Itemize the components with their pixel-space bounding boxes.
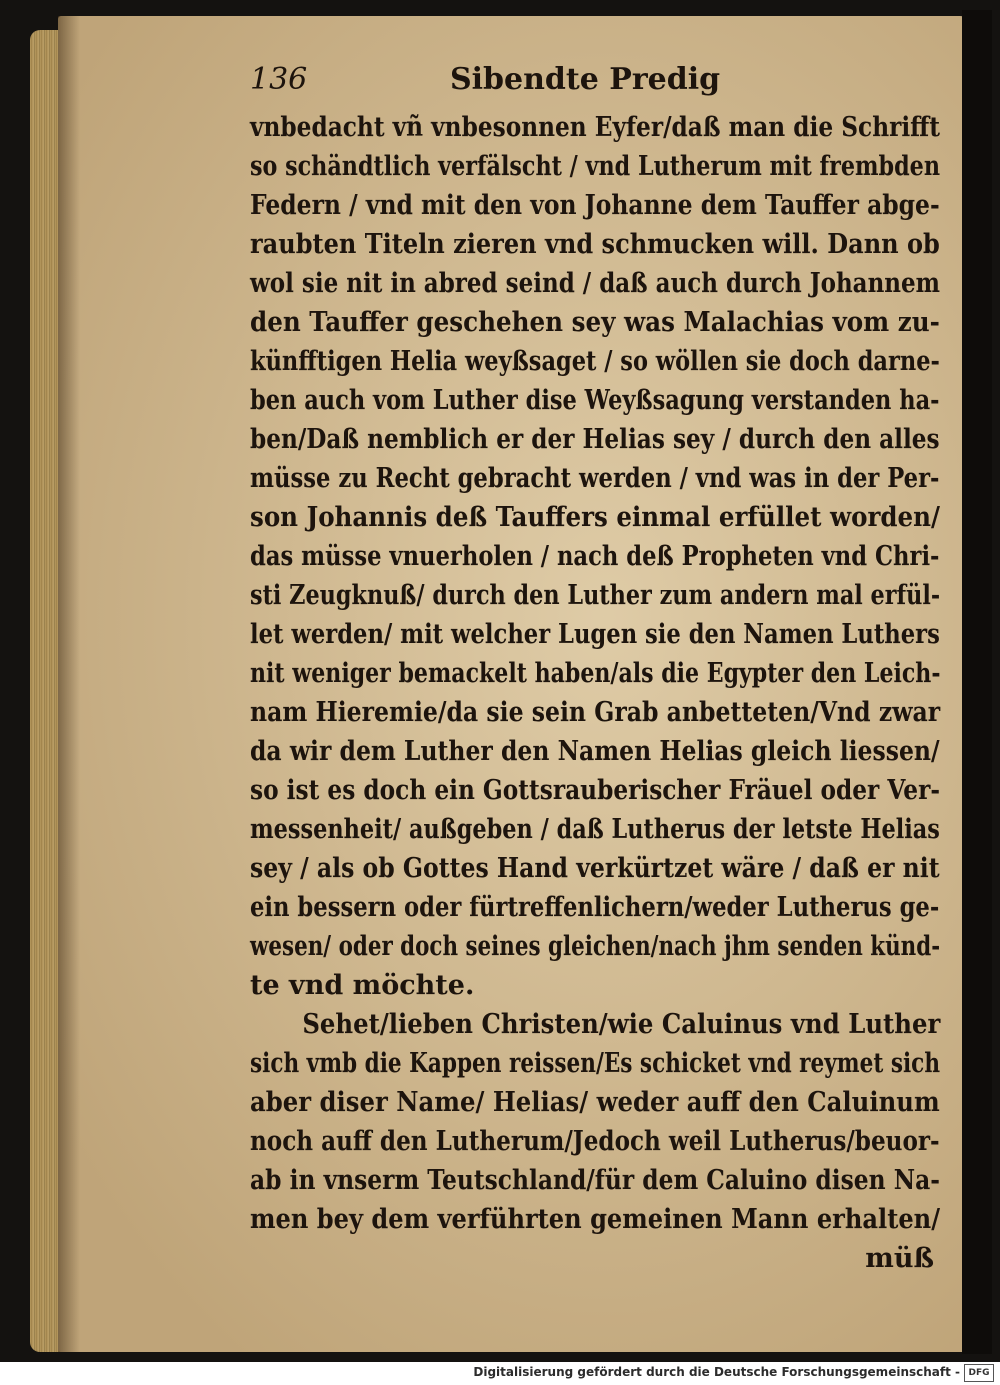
page-header <box>250 62 950 102</box>
paragraph-start-line: Sehet/lieben Christen/wie Caluinus vnd Luther <box>302 1009 941 1040</box>
funding-credit: Digitalisierung gefördert durch die Deutsche Forschungsgemeinschaft - <box>473 1365 960 1379</box>
text-line: künfftigen Helia weyßsaget / so wöllen sie doch darne- <box>250 346 940 377</box>
text-line: wol sie nit in abred seind / daß auch durch Johannem <box>250 268 941 299</box>
text-line: vnbedacht vñ vnbesonnen Eyfer/daß man die Schrifft <box>250 112 941 143</box>
running-title: Sibendte Predig <box>450 62 721 97</box>
scan-right-edge <box>962 10 992 1354</box>
text-line: te vnd möchte. <box>250 970 475 1001</box>
text-line: sti Zeugknuß/ durch den Luther zum andern mal erfül- <box>250 580 941 611</box>
text-line: ab in vnserm Teutschland/für dem Caluino disen Na- <box>250 1165 940 1196</box>
text-line: sich vmb die Kappen reissen/Es schicket vnd reymet sich <box>250 1048 940 1079</box>
page-gutter-shadow <box>58 16 80 1352</box>
text-line: das müsse vnuerholen / nach deß Propheten vnd Chri- <box>250 541 940 572</box>
dfg-logo: DFG <box>964 1364 994 1382</box>
text-line: so schändtlich verfälscht / vnd Lutherum mit frembden <box>250 151 940 182</box>
text-line: son Johannis deß Tauffers einmal erfüllet worden/ <box>250 502 940 533</box>
text-line: Federn / vnd mit den von Johanne dem Tauffer abge- <box>250 190 940 221</box>
text-line: wesen/ oder doch seines gleichen/nach jhm senden künd- <box>250 931 941 962</box>
text-line: noch auff den Lutherum/Jedoch weil Lutherus/beuor- <box>250 1126 940 1157</box>
page-number: 136 <box>250 62 308 97</box>
text-line: den Tauffer geschehen sey was Malachias vom zu- <box>250 307 940 338</box>
text-line: raubten Titeln zieren vnd schmucken will. Dann ob <box>250 229 940 260</box>
text-line: müsse zu Recht gebracht werden / vnd was in der Per- <box>250 463 940 494</box>
text-line: ein bessern oder fürtreffenlichern/weder Lutherus ge- <box>250 892 940 923</box>
footer-bar <box>0 1362 1000 1385</box>
text-line: nit weniger bemackelt haben/als die Egypter den Leich- <box>250 658 941 689</box>
text-line: aber diser Name/ Helias/ weder auff den Caluinum <box>250 1087 940 1118</box>
text-line: sey / als ob Gottes Hand verkürtzet wäre / daß er nit <box>250 853 940 884</box>
text-line: messenheit/ außgeben / daß Lutherus der letste Helias <box>250 814 940 845</box>
catchword: müß <box>865 1243 934 1274</box>
text-line: let werden/ mit welcher Lugen sie den Namen Luthers <box>250 619 940 650</box>
text-line: nam Hieremie/da sie sein Grab anbetteten/Vnd zwar <box>250 697 941 728</box>
text-line: men bey dem verführten gemeinen Mann erhalten/ <box>250 1204 941 1235</box>
text-line: da wir dem Luther den Namen Helias gleich liessen/ <box>250 736 940 767</box>
text-line: so ist es doch ein Gottsrauberischer Fräuel oder Ver- <box>250 775 940 806</box>
body-text <box>250 108 940 1278</box>
text-line: ben auch vom Luther dise Weyßsagung verstanden ha- <box>250 385 940 416</box>
text-line: ben/Daß nemblich er der Helias sey / durch den alles <box>250 424 940 455</box>
